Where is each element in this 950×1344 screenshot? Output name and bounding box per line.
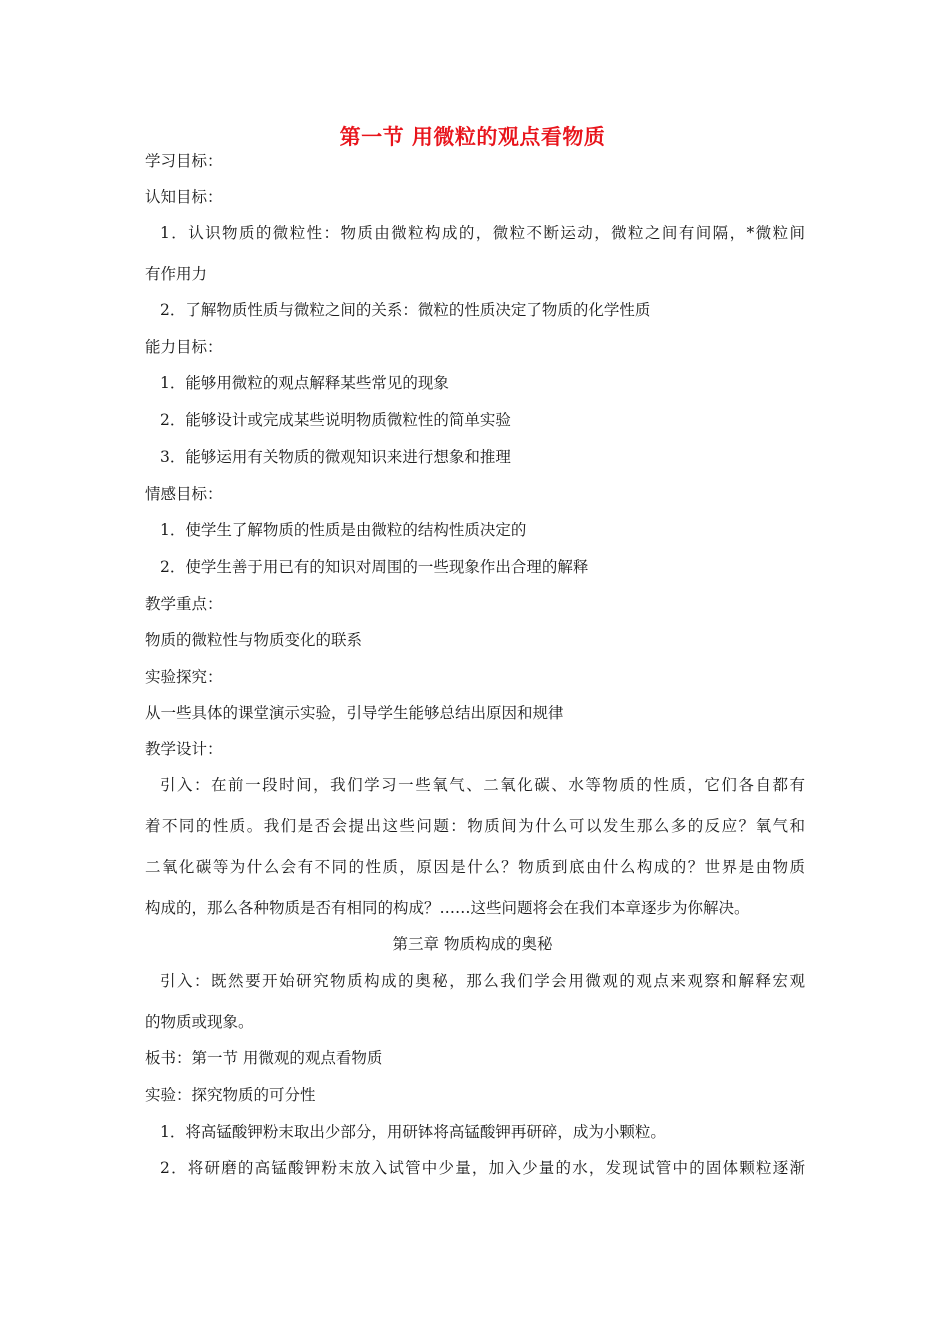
heading-learning-goals: 学习目标：	[145, 152, 223, 170]
experiment-step-2: 2．将研磨的高锰酸钾粉末放入试管中少量，加入少量的水，发现试管中的固体颗粒逐渐	[160, 1159, 805, 1177]
heading-emotion-goals: 情感目标：	[145, 485, 223, 503]
ability-goal-3: 3．能够运用有关物质的微观知识来进行想象和推理	[160, 448, 511, 466]
intro-paragraph-line-4: 构成的，那么各种物质是否有相同的构成？……这些问题将会在我们本章逐步为你解决。	[145, 899, 750, 917]
cognitive-goal-1-cont: 有作用力	[145, 265, 208, 283]
cognitive-goal-1: 1．认识物质的微粒性：物质由微粒构成的，微粒不断运动，微粒之间有间隔，*微粒间	[160, 224, 805, 242]
experiment-heading: 实验：探究物质的可分性	[145, 1086, 316, 1104]
board-note: 板书：第一节 用微观的观点看物质	[145, 1049, 383, 1067]
section-title: 第一节 用微粒的观点看物质	[339, 124, 606, 149]
experiment-step-1: 1．将高锰酸钾粉末取出少部分，用研钵将高锰酸钾再研碎，成为小颗粒。	[160, 1123, 666, 1141]
cognitive-goal-2: 2．了解物质性质与微粒之间的关系：微粒的性质决定了物质的化学性质	[160, 301, 651, 319]
heading-teaching-focus: 教学重点：	[145, 595, 223, 613]
chapter-title: 第三章 物质构成的奥秘	[392, 935, 553, 953]
intro-paragraph-line-3: 二氧化碳等为什么会有不同的性质，原因是什么？物质到底由什么构成的？世界是由物质	[145, 858, 805, 876]
heading-teaching-design: 教学设计：	[145, 740, 223, 758]
intro2-paragraph-line-1: 引入：既然要开始研究物质构成的奥秘，那么我们学会用微观的观点来观察和解释宏观	[160, 972, 805, 990]
emotion-goal-1: 1．使学生了解物质的性质是由微粒的结构性质决定的	[160, 521, 527, 539]
teaching-focus-text: 物质的微粒性与物质变化的联系	[145, 631, 363, 649]
intro-paragraph-line-2: 着不同的性质。我们是否会提出这些问题：物质间为什么可以发生那么多的反应？氧气和	[145, 817, 805, 835]
heading-cognitive-goals: 认知目标：	[145, 188, 223, 206]
heading-experiment-inquiry: 实验探究：	[145, 668, 223, 686]
heading-ability-goals: 能力目标：	[145, 338, 223, 356]
ability-goal-2: 2．能够设计或完成某些说明物质微粒性的简单实验	[160, 411, 511, 429]
intro-paragraph-line-1: 引入：在前一段时间，我们学习一些氧气、二氧化碳、水等物质的性质，它们各自都有	[160, 776, 805, 794]
intro2-paragraph-line-2: 的物质或现象。	[145, 1013, 254, 1031]
experiment-inquiry-text: 从一些具体的课堂演示实验，引导学生能够总结出原因和规律	[145, 704, 564, 722]
emotion-goal-2: 2．使学生善于用已有的知识对周围的一些现象作出合理的解释	[160, 558, 589, 576]
ability-goal-1: 1．能够用微粒的观点解释某些常见的现象	[160, 374, 449, 392]
